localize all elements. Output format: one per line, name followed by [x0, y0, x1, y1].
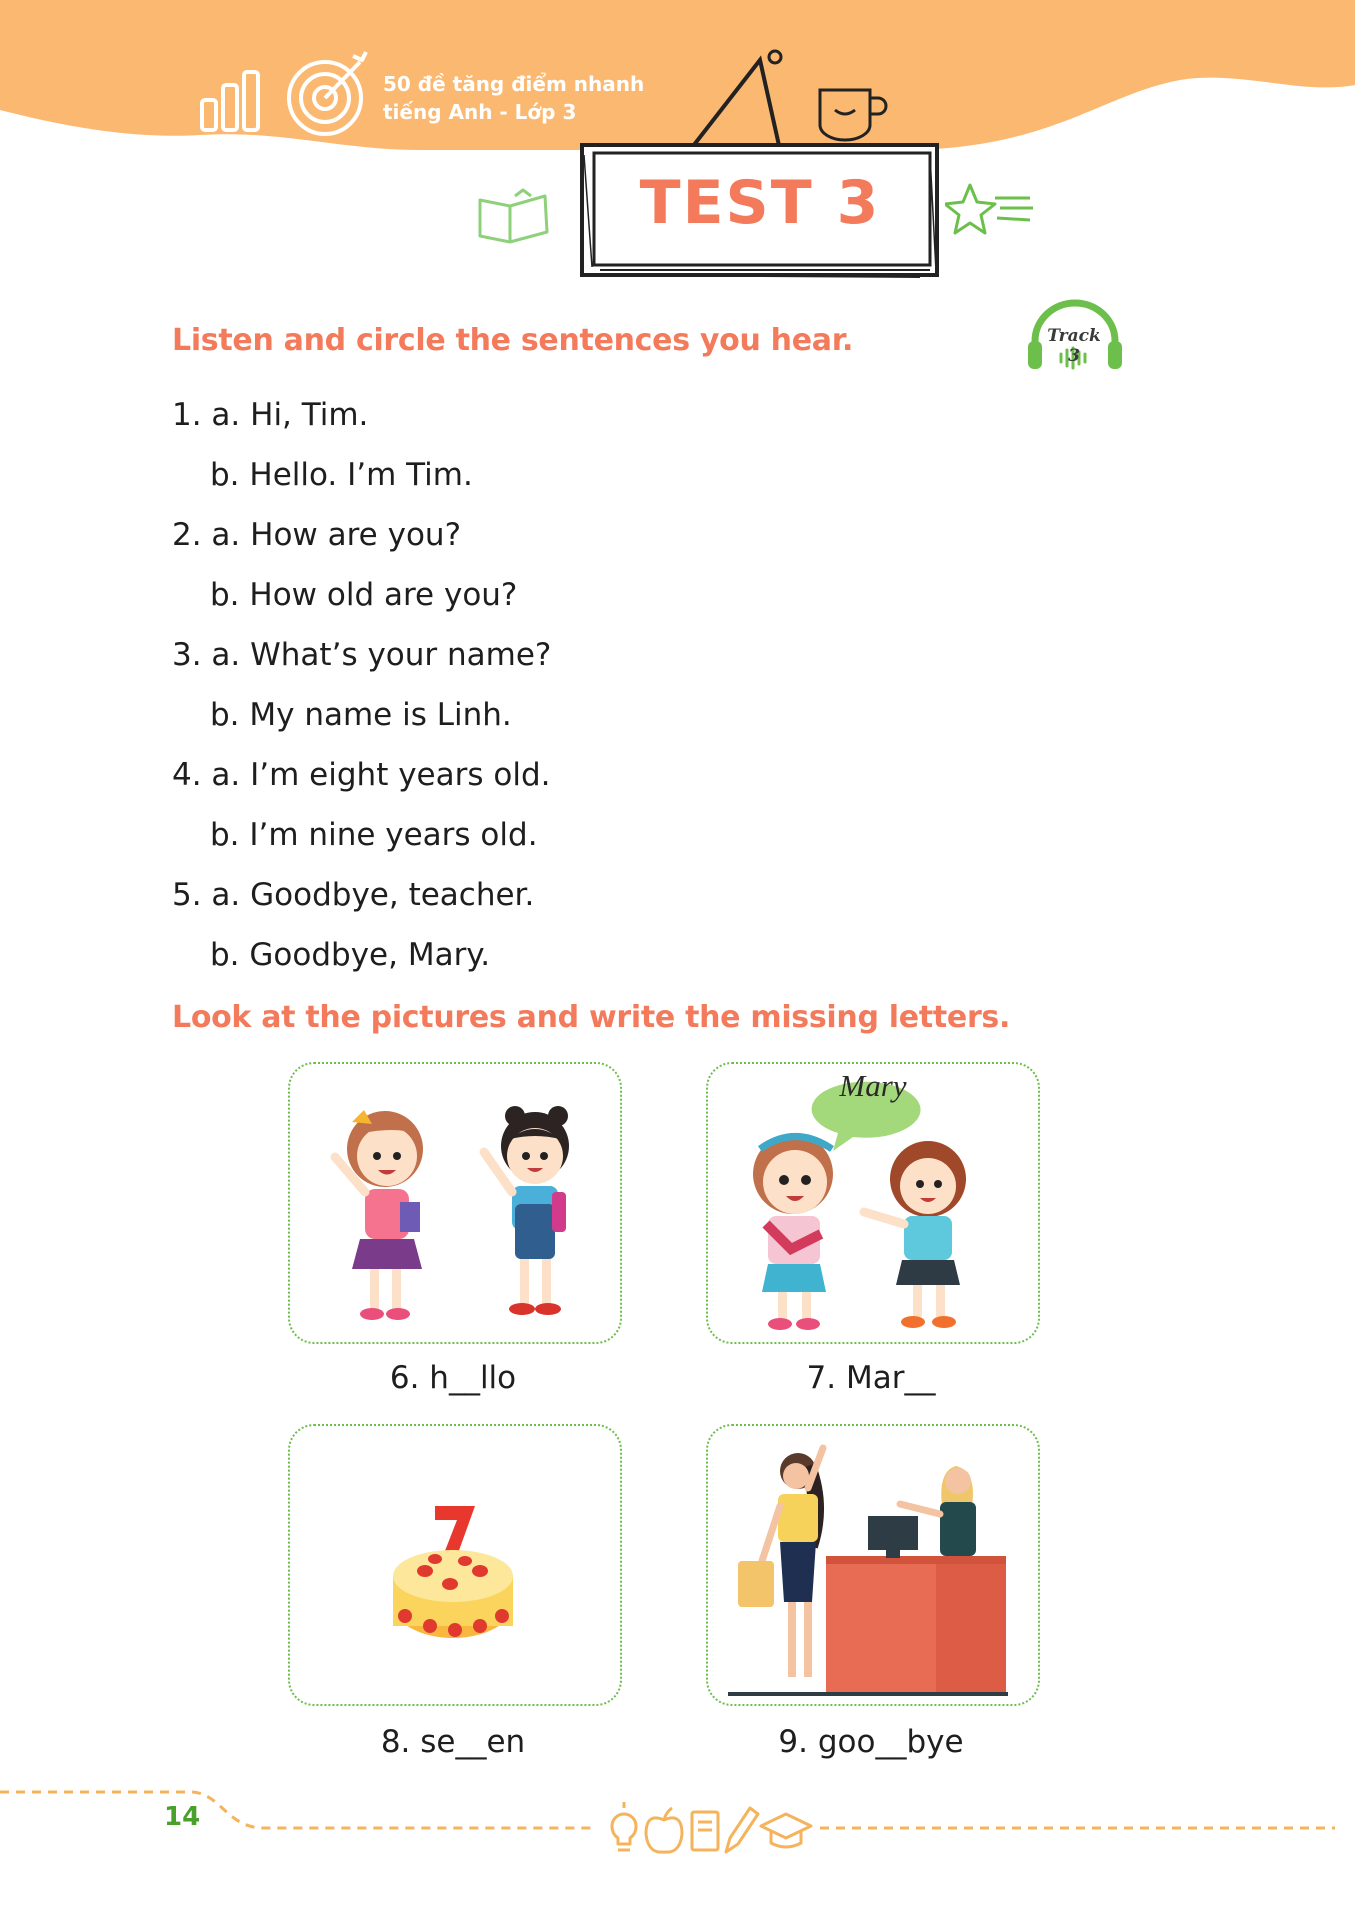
- girls-introducing-illustration: [708, 1064, 1038, 1342]
- track-label: Track 3: [1047, 326, 1101, 366]
- picture-frame-8: [288, 1424, 622, 1706]
- footer-icons: [606, 1800, 816, 1860]
- question-1b[interactable]: b. Hello. I’m Tim.: [210, 457, 473, 493]
- open-book-icon: [475, 188, 555, 248]
- picture-frame-6: [288, 1062, 622, 1344]
- speech-bubble-text: Mary: [839, 1068, 907, 1103]
- birthday-cake-seven-illustration: [290, 1426, 620, 1704]
- question-3a[interactable]: 3. a. What’s your name?: [172, 637, 552, 673]
- two-girls-waving-illustration: [290, 1064, 620, 1342]
- question-5b[interactable]: b. Goodbye, Mary.: [210, 937, 491, 973]
- instruction-listen: Listen and circle the sentences you hear.: [172, 323, 854, 358]
- question-4a[interactable]: 4. a. I’m eight years old.: [172, 757, 551, 793]
- caption-6: 6. h__llo: [389, 1360, 517, 1396]
- page-number: 14: [164, 1802, 201, 1832]
- question-4b[interactable]: b. I’m nine years old.: [210, 817, 538, 853]
- bar-chart-target-icon: [190, 50, 380, 150]
- caption-8: 8. se__en: [380, 1724, 526, 1760]
- shooting-star-icon: [945, 180, 1035, 250]
- caption-9: 9. goo__bye: [778, 1724, 964, 1760]
- question-2a[interactable]: 2. a. How are you?: [172, 517, 462, 553]
- question-3b[interactable]: b. My name is Linh.: [210, 697, 512, 733]
- picture-frame-7: [706, 1062, 1040, 1344]
- question-2b[interactable]: b. How old are you?: [210, 577, 518, 613]
- notebook-icon: [692, 1812, 718, 1850]
- graduation-cap-icon: [761, 1814, 811, 1847]
- question-5a[interactable]: 5. a. Goodbye, teacher.: [172, 877, 535, 913]
- lightbulb-icon: [612, 1802, 636, 1850]
- woman-waving-at-counter-illustration: [708, 1426, 1038, 1704]
- brand-line-1: 50 đề tăng điểm nhanh: [383, 72, 645, 96]
- apple-icon: [646, 1808, 682, 1852]
- picture-frame-9: [706, 1424, 1040, 1706]
- instruction-pictures: Look at the pictures and write the missing letters.: [172, 1000, 1011, 1035]
- page-title: TEST 3: [639, 168, 881, 238]
- question-list: [172, 385, 551, 985]
- pencil-icon: [726, 1808, 758, 1852]
- question-1a[interactable]: 1. a. Hi, Tim.: [172, 397, 369, 433]
- caption-7: 7. Mar__: [806, 1360, 936, 1396]
- brand-line-2: tiếng Anh - Lớp 3: [383, 100, 577, 124]
